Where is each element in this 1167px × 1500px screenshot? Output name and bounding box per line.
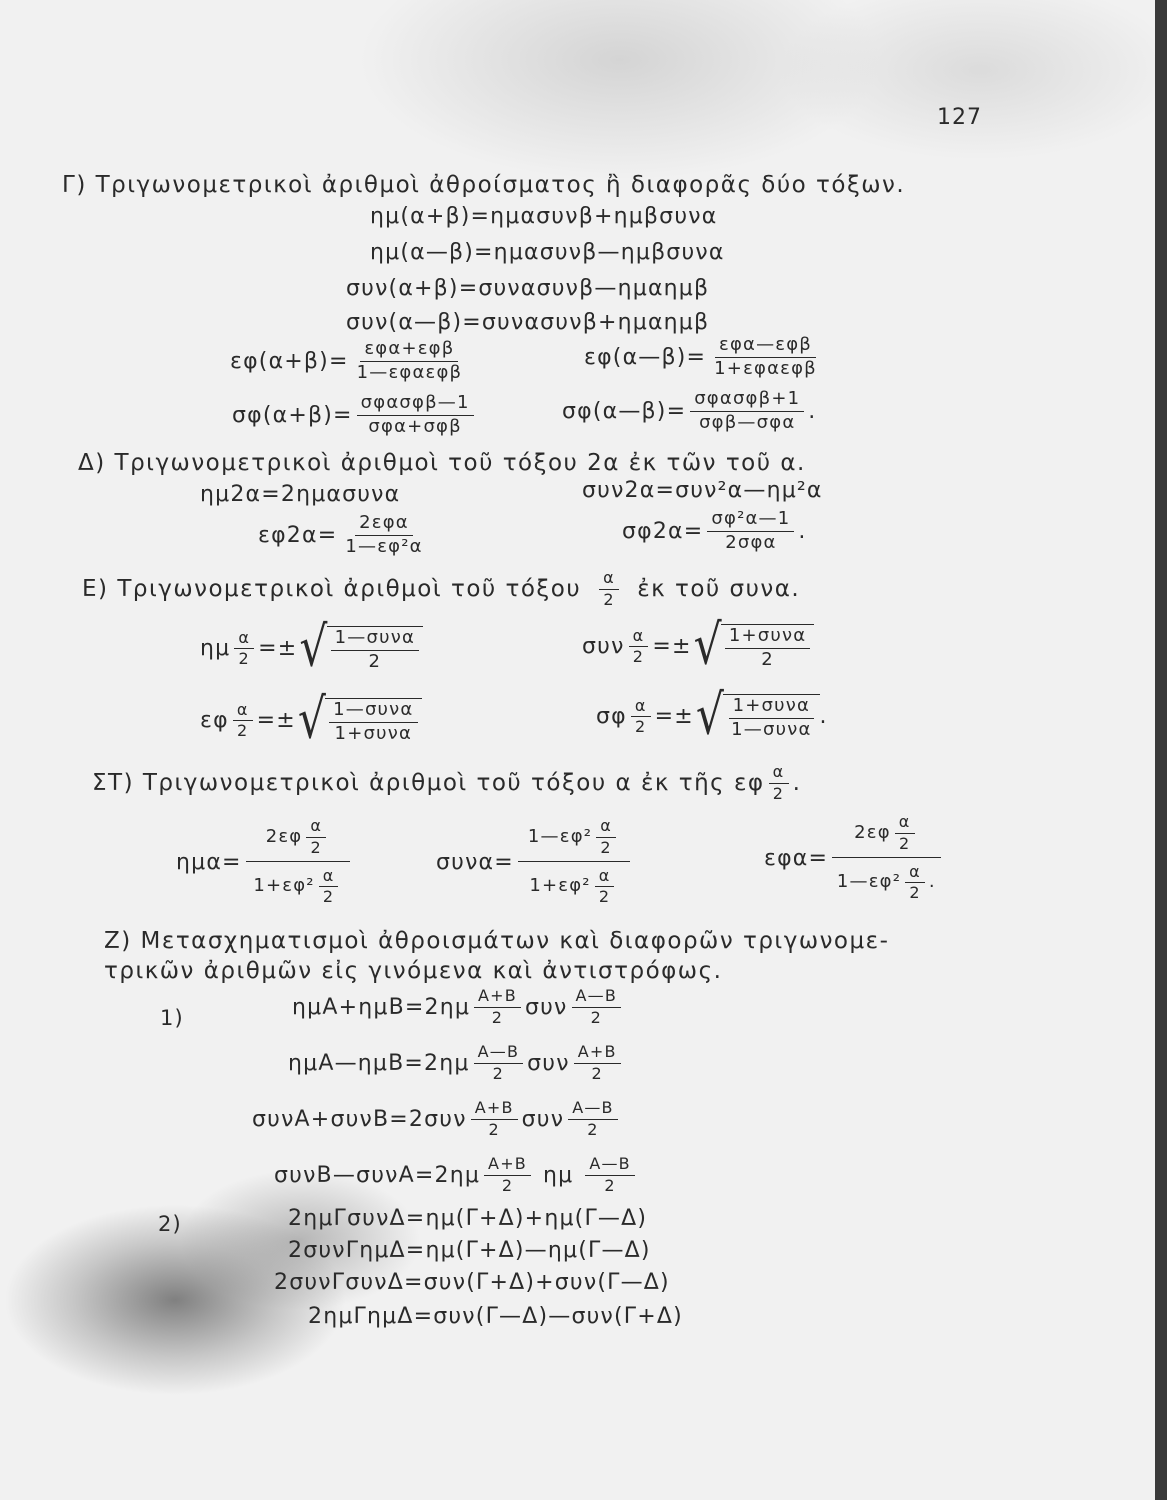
cos-half-radicand xyxy=(725,627,810,670)
cot-sum-lhs: σφ(α+β)= xyxy=(232,402,353,428)
page-number: 127 xyxy=(937,105,982,130)
sin-half-radicand xyxy=(331,629,419,672)
cos-big-denominator xyxy=(525,862,622,907)
eq-product-4: 2ημΓημΔ=συν(Γ—Δ)—συν(Γ+Δ) xyxy=(308,1304,683,1329)
diff-cos-lhs: συνΒ—συνΑ=2ημ xyxy=(274,1162,481,1188)
eq-cos-diff: συν(α—β)=συνασυνβ+ημαημβ xyxy=(346,310,710,335)
cot-double-numerator: σφ²α—1 xyxy=(707,510,794,532)
section-e-heading-tail: ἐκ τοῦ συνα. xyxy=(637,576,801,603)
section-e-half-den: 2 xyxy=(603,589,615,609)
cot-half-root xyxy=(695,683,820,748)
cot-sum-numerator: σφασφβ—1 xyxy=(357,394,474,416)
section-z-heading-line1: Ζ) Μετασχηματισμοὶ ἀθροισμάτων καὶ διαφορῶν τριγωνομε- xyxy=(104,928,890,954)
section-st-period: . xyxy=(792,770,802,797)
cos-half-arg-num: α xyxy=(629,628,649,648)
diff-cos-frac1 xyxy=(484,1156,531,1195)
eq-product-1: 2ημΓσυνΔ=ημ(Γ+Δ)+ημ(Γ—Δ) xyxy=(288,1206,648,1231)
sin-num-text: 2εφ xyxy=(265,825,303,847)
section-st-half-num: α xyxy=(769,764,789,784)
section-st-heading xyxy=(92,764,801,803)
sin-half-arg-den: 2 xyxy=(238,649,250,669)
eq-product-2: 2συνΓημΔ=ημ(Γ+Δ)—ημ(Γ—Δ) xyxy=(288,1238,651,1263)
eq-sum-sin xyxy=(292,988,625,1027)
diff-cos-frac2-num: Α—Β xyxy=(585,1156,635,1176)
root-sign-icon: √ xyxy=(693,613,723,678)
sin-half-arg-num: α xyxy=(234,630,254,650)
tan-half-arg-den: 2 xyxy=(236,721,249,741)
cot-half-period: . xyxy=(819,704,828,730)
eq-cos-half xyxy=(582,613,814,678)
tan-den-half-2: 2 xyxy=(909,883,921,903)
sum-sin-mid: συν xyxy=(524,994,568,1020)
eq-sin-double: ημ2α=2ημασυνα xyxy=(200,482,401,507)
cos-half-radicand-num: 1+συνα xyxy=(725,627,810,649)
tan-half-arg-num: α xyxy=(233,702,253,722)
sum-cos-frac2 xyxy=(568,1100,618,1139)
cot-half-radicand-den: 1—συνα xyxy=(731,718,812,740)
cot-double-period: . xyxy=(798,518,807,544)
tan-num-half-a: α xyxy=(895,814,915,834)
eq-diff-cos xyxy=(274,1156,639,1195)
sin-big-numerator xyxy=(246,818,350,862)
eq-sin-diff: ημ(α—β)=ημασυνβ—ημβσυνα xyxy=(370,240,725,265)
cos-num-half-a: α xyxy=(596,818,616,838)
diff-sin-lhs: ημΑ—ημΒ=2ημ xyxy=(288,1050,470,1076)
sum-sin-lhs: ημΑ+ημΒ=2ημ xyxy=(292,994,471,1020)
cos-den-half-a: α xyxy=(595,868,615,888)
eq-cot-half xyxy=(596,683,828,748)
diff-sin-frac2-den: 2 xyxy=(591,1063,603,1083)
tan-sum-fraction xyxy=(353,340,467,383)
section-st-half-den: 2 xyxy=(772,783,785,803)
sin-half-arg xyxy=(234,627,254,669)
diff-cos-mid: ημ xyxy=(542,1162,574,1188)
cot-half-radicand xyxy=(727,697,815,740)
cot-double-lhs: σφ2α= xyxy=(622,518,704,544)
sin-den-half-2: 2 xyxy=(322,887,335,907)
cos-big-numerator xyxy=(518,818,630,862)
cot-sum-denominator: σφα+σφβ xyxy=(368,415,462,437)
sin-half-pm: =± xyxy=(258,636,298,662)
cos-num-half xyxy=(596,818,616,857)
sin-big-fraction xyxy=(246,818,350,906)
cos-half-root xyxy=(693,613,815,678)
eq-cos-double: συν2α=συν²α—ημ²α xyxy=(582,478,823,503)
section-z-heading-line2: τρικῶν ἀριθμῶν εἰς γινόμενα καὶ ἀντιστρόφως. xyxy=(104,958,723,984)
section-st-half-fraction xyxy=(769,764,789,803)
eq-cot-sum xyxy=(232,394,478,437)
root-sign-icon: √ xyxy=(695,683,726,748)
eq-cot-double xyxy=(622,510,807,553)
tan-diff-fraction xyxy=(710,336,821,379)
section-d-heading: Δ) Τριγωνομετρικοὶ ἀριθμοὶ τοῦ τόξου 2α ἐκ τῶν τοῦ α. xyxy=(78,450,806,476)
sum-cos-frac1 xyxy=(471,1100,518,1139)
section-e-half-fraction xyxy=(599,570,619,609)
tan-double-numerator: 2εφα xyxy=(355,514,413,536)
cot-diff-period: . xyxy=(808,398,817,424)
sum-cos-frac2-num: Α—Β xyxy=(568,1100,618,1120)
sum-sin-frac2 xyxy=(572,988,622,1027)
diff-sin-frac2-num: Α+Β xyxy=(574,1044,621,1064)
cos-den-text: 1+εφ² xyxy=(529,875,591,897)
sum-cos-lhs: συνΑ+συνΒ=2συν xyxy=(252,1106,467,1132)
tan-double-fraction xyxy=(341,514,426,557)
sin-lhs: ημα= xyxy=(176,849,242,875)
tan-num-half-2: 2 xyxy=(898,833,911,853)
sum-cos-frac1-num: Α+Β xyxy=(471,1100,518,1120)
cos-big-fraction xyxy=(518,818,630,906)
tan-sum-lhs: εφ(α+β)= xyxy=(230,348,349,374)
sin-half-radicand-num: 1—συνα xyxy=(331,629,419,651)
tan-half-radicand-num: 1—συνα xyxy=(329,701,417,723)
cos-num-text: 1—εφ² xyxy=(527,825,593,847)
cot-sum-fraction xyxy=(357,394,474,437)
tan-half-lhs: εφ xyxy=(200,708,229,734)
cot-half-pm: =± xyxy=(654,704,694,730)
sin-num-half-2: 2 xyxy=(310,837,322,857)
sum-sin-frac1 xyxy=(474,988,521,1027)
eq-tan-from-tan-half xyxy=(764,814,945,902)
sin-den-text: 1+εφ² xyxy=(253,875,315,897)
eq-tan-half xyxy=(200,687,422,752)
tan-num-text: 2εφ xyxy=(854,821,891,843)
sum-cos-frac2-den: 2 xyxy=(587,1119,599,1139)
cot-double-denominator: 2σφα xyxy=(725,531,777,553)
sin-num-half xyxy=(306,818,326,857)
cot-half-arg xyxy=(631,695,651,737)
sum-sin-frac1-den: 2 xyxy=(491,1007,504,1027)
tan-period: . xyxy=(928,871,936,893)
sin-half-lhs: ημ xyxy=(200,636,231,662)
diff-sin-mid: συν xyxy=(527,1050,570,1076)
tan-diff-denominator: 1+εφαεφβ xyxy=(714,357,817,379)
eq-tan-diff xyxy=(584,336,825,379)
eq-cos-from-tan-half xyxy=(436,818,634,906)
cot-diff-fraction xyxy=(690,390,804,433)
tan-diff-lhs: εφ(α—β)= xyxy=(584,344,707,370)
group-label-1: 1) xyxy=(160,1006,184,1030)
tan-sum-numerator: εφα+εφβ xyxy=(360,340,458,362)
tan-num-half xyxy=(895,814,915,853)
tan-big-fraction xyxy=(832,814,940,902)
section-e-heading xyxy=(82,570,800,609)
cos-half-arg-den: 2 xyxy=(632,647,645,667)
tan-half-radicand xyxy=(329,701,417,744)
cot-diff-lhs: σφ(α—β)= xyxy=(562,398,687,424)
cos-half-radicand-den: 2 xyxy=(761,648,774,670)
eq-sin-from-tan-half xyxy=(176,818,354,906)
cot-diff-numerator: σφασφβ+1 xyxy=(690,390,804,412)
tan-den-half-a: α xyxy=(905,864,925,884)
section-e-heading-text: Ε) Τριγωνομετρικοὶ ἀριθμοὶ τοῦ τόξου xyxy=(82,576,582,603)
group-label-2: 2) xyxy=(158,1212,182,1236)
cot-half-radicand-num: 1+συνα xyxy=(729,697,814,719)
sin-num-half-a: α xyxy=(306,818,326,838)
sum-sin-frac1-num: Α+Β xyxy=(474,988,521,1008)
sin-half-root xyxy=(299,615,423,680)
diff-cos-frac2 xyxy=(585,1156,635,1195)
diff-sin-frac1-num: Α—Β xyxy=(474,1044,524,1064)
eq-cos-sum: συν(α+β)=συνασυνβ—ημαημβ xyxy=(346,276,710,301)
cos-half-lhs: συν xyxy=(582,634,625,660)
tan-lhs: εφα= xyxy=(764,845,829,871)
eq-tan-double xyxy=(258,514,431,557)
tan-half-root xyxy=(297,687,422,752)
page-edge-shadow xyxy=(1155,0,1167,1500)
diff-sin-frac1-den: 2 xyxy=(492,1063,505,1083)
eq-diff-sin xyxy=(288,1044,625,1083)
diff-cos-frac2-den: 2 xyxy=(604,1175,616,1195)
cot-double-fraction xyxy=(707,510,794,553)
cot-half-lhs: σφ xyxy=(596,704,627,730)
tan-half-radicand-den: 1+συνα xyxy=(334,722,413,744)
cos-half-arg xyxy=(629,625,649,667)
tan-den-half xyxy=(905,861,925,903)
cos-den-half xyxy=(595,865,615,907)
sum-cos-mid: συν xyxy=(521,1106,565,1132)
tan-double-denominator: 1—εφ²α xyxy=(345,535,423,557)
tan-half-arg xyxy=(233,699,253,741)
cos-lhs: συνα= xyxy=(436,849,514,875)
section-st-heading-text: ΣΤ) Τριγωνομετρικοὶ ἀριθμοὶ τοῦ τόξου α ἐκ τῆς εφ xyxy=(92,770,765,797)
tan-big-denominator xyxy=(833,858,940,903)
eq-cot-diff xyxy=(562,390,816,433)
root-sign-icon: √ xyxy=(297,687,328,752)
tan-double-lhs: εφ2α= xyxy=(258,522,338,548)
root-sign-icon: √ xyxy=(299,615,329,680)
tan-half-pm: =± xyxy=(256,708,296,734)
sum-sin-frac2-num: Α—Β xyxy=(572,988,622,1008)
diff-cos-frac1-num: Α+Β xyxy=(484,1156,531,1176)
tan-sum-denominator: 1—εφαεφβ xyxy=(356,361,463,383)
diff-sin-frac1 xyxy=(474,1044,524,1083)
sin-half-radicand-den: 2 xyxy=(368,650,382,672)
cos-half-pm: =± xyxy=(652,634,692,660)
eq-sin-half xyxy=(200,615,423,680)
cot-diff-denominator: σφβ—σφα xyxy=(699,411,796,433)
cot-half-arg-num: α xyxy=(631,698,651,718)
section-e-half-num: α xyxy=(599,570,619,590)
tan-big-numerator xyxy=(832,814,940,858)
sin-big-denominator xyxy=(249,862,346,907)
cot-half-arg-den: 2 xyxy=(635,717,647,737)
cos-num-half-2: 2 xyxy=(600,837,612,857)
sin-den-half-a: α xyxy=(319,868,339,888)
diff-sin-frac2 xyxy=(574,1044,621,1083)
eq-sum-cos xyxy=(252,1100,622,1139)
diff-cos-frac1-den: 2 xyxy=(501,1175,514,1195)
sum-cos-frac1-den: 2 xyxy=(488,1119,500,1139)
cos-den-half-2: 2 xyxy=(598,887,611,907)
eq-sin-sum: ημ(α+β)=ημασυνβ+ημβσυνα xyxy=(370,204,718,229)
eq-tan-sum xyxy=(230,340,470,383)
tan-den-text: 1—εφ² xyxy=(836,871,902,893)
section-g-heading: Γ) Τριγωνομετρικοὶ ἀριθμοὶ ἀθροίσματος ἢ διαφορᾶς δύο τόξων. xyxy=(62,172,906,198)
sin-den-half xyxy=(319,865,339,907)
tan-diff-numerator: εφα—εφβ xyxy=(715,336,816,358)
eq-product-3: 2συνΓσυνΔ=συν(Γ+Δ)+συν(Γ—Δ) xyxy=(274,1270,670,1295)
sum-sin-frac2-den: 2 xyxy=(590,1007,602,1027)
